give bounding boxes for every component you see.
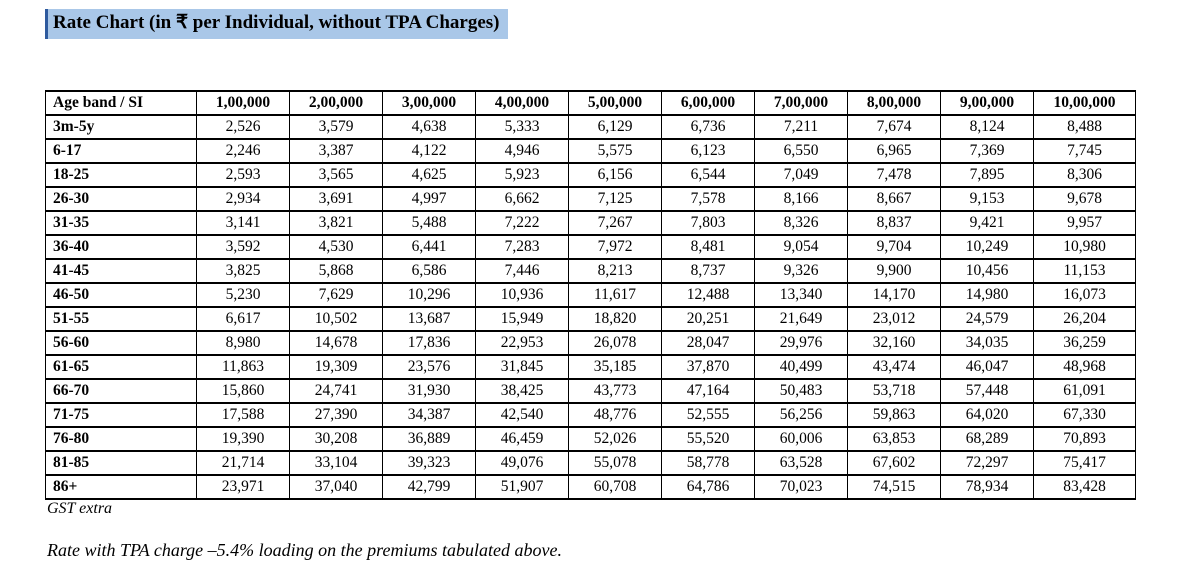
premium-cell: 19,390 xyxy=(197,427,290,451)
premium-cell: 36,889 xyxy=(383,427,476,451)
premium-cell: 67,602 xyxy=(848,451,941,475)
column-header-si: 7,00,000 xyxy=(755,91,848,115)
premium-cell: 4,946 xyxy=(476,139,569,163)
premium-cell: 5,333 xyxy=(476,115,569,139)
premium-cell: 13,340 xyxy=(755,283,848,307)
premium-cell: 22,953 xyxy=(476,331,569,355)
table-row xyxy=(46,451,1136,475)
column-header-si: 3,00,000 xyxy=(383,91,476,115)
premium-cell: 15,949 xyxy=(476,307,569,331)
premium-cell: 11,153 xyxy=(1034,259,1136,283)
age-band-cell: 66-70 xyxy=(46,379,197,403)
premium-cell: 10,936 xyxy=(476,283,569,307)
table-row xyxy=(46,115,1136,139)
premium-cell: 42,540 xyxy=(476,403,569,427)
premium-cell: 43,474 xyxy=(848,355,941,379)
premium-cell: 9,957 xyxy=(1034,211,1136,235)
premium-cell: 5,230 xyxy=(197,283,290,307)
premium-cell: 49,076 xyxy=(476,451,569,475)
premium-cell: 17,836 xyxy=(383,331,476,355)
premium-cell: 40,499 xyxy=(755,355,848,379)
premium-cell: 8,481 xyxy=(662,235,755,259)
premium-cell: 37,040 xyxy=(290,475,383,499)
premium-cell: 63,853 xyxy=(848,427,941,451)
premium-cell: 7,267 xyxy=(569,211,662,235)
premium-cell: 10,249 xyxy=(941,235,1034,259)
premium-cell: 2,934 xyxy=(197,187,290,211)
premium-cell: 5,923 xyxy=(476,163,569,187)
premium-cell: 20,251 xyxy=(662,307,755,331)
premium-cell: 70,893 xyxy=(1034,427,1136,451)
table-row xyxy=(46,259,1136,283)
premium-cell: 3,565 xyxy=(290,163,383,187)
premium-cell: 10,980 xyxy=(1034,235,1136,259)
premium-cell: 8,980 xyxy=(197,331,290,355)
premium-cell: 6,156 xyxy=(569,163,662,187)
premium-cell: 23,576 xyxy=(383,355,476,379)
premium-cell: 8,213 xyxy=(569,259,662,283)
premium-cell: 15,860 xyxy=(197,379,290,403)
table-body xyxy=(46,115,1136,499)
premium-cell: 8,124 xyxy=(941,115,1034,139)
premium-cell: 4,997 xyxy=(383,187,476,211)
age-band-cell: 56-60 xyxy=(46,331,197,355)
premium-cell: 14,678 xyxy=(290,331,383,355)
premium-cell: 3,821 xyxy=(290,211,383,235)
column-header-si: 6,00,000 xyxy=(662,91,755,115)
premium-cell: 8,166 xyxy=(755,187,848,211)
premium-cell: 3,825 xyxy=(197,259,290,283)
premium-cell: 36,259 xyxy=(1034,331,1136,355)
premium-cell: 56,256 xyxy=(755,403,848,427)
table-row xyxy=(46,403,1136,427)
gst-note: GST extra xyxy=(47,500,113,517)
premium-cell: 8,488 xyxy=(1034,115,1136,139)
premium-cell: 4,530 xyxy=(290,235,383,259)
premium-cell: 19,309 xyxy=(290,355,383,379)
premium-cell: 5,575 xyxy=(569,139,662,163)
premium-cell: 7,049 xyxy=(755,163,848,187)
premium-cell: 60,708 xyxy=(569,475,662,499)
premium-cell: 30,208 xyxy=(290,427,383,451)
premium-cell: 67,330 xyxy=(1034,403,1136,427)
premium-cell: 4,638 xyxy=(383,115,476,139)
premium-cell: 7,674 xyxy=(848,115,941,139)
premium-cell: 32,160 xyxy=(848,331,941,355)
table-header-row xyxy=(46,91,1136,115)
premium-cell: 31,845 xyxy=(476,355,569,379)
premium-cell: 55,078 xyxy=(569,451,662,475)
premium-cell: 6,550 xyxy=(755,139,848,163)
premium-cell: 7,745 xyxy=(1034,139,1136,163)
column-header-si: 2,00,000 xyxy=(290,91,383,115)
premium-cell: 8,667 xyxy=(848,187,941,211)
premium-cell: 46,459 xyxy=(476,427,569,451)
premium-cell: 68,289 xyxy=(941,427,1034,451)
premium-cell: 3,691 xyxy=(290,187,383,211)
premium-cell: 7,629 xyxy=(290,283,383,307)
age-band-cell: 36-40 xyxy=(46,235,197,259)
table-row xyxy=(46,283,1136,307)
premium-cell: 26,078 xyxy=(569,331,662,355)
premium-cell: 35,185 xyxy=(569,355,662,379)
column-header-si: 9,00,000 xyxy=(941,91,1034,115)
premium-cell: 63,528 xyxy=(755,451,848,475)
premium-cell: 53,718 xyxy=(848,379,941,403)
premium-cell: 2,593 xyxy=(197,163,290,187)
premium-cell: 11,863 xyxy=(197,355,290,379)
table-row xyxy=(46,331,1136,355)
table-row xyxy=(46,427,1136,451)
age-band-cell: 71-75 xyxy=(46,403,197,427)
premium-cell: 64,020 xyxy=(941,403,1034,427)
table-row xyxy=(46,187,1136,211)
premium-cell: 9,421 xyxy=(941,211,1034,235)
table-row xyxy=(46,307,1136,331)
premium-cell: 7,446 xyxy=(476,259,569,283)
premium-cell: 10,502 xyxy=(290,307,383,331)
premium-cell: 83,428 xyxy=(1034,475,1136,499)
premium-cell: 6,617 xyxy=(197,307,290,331)
rate-chart-table xyxy=(45,90,1136,500)
premium-cell: 50,483 xyxy=(755,379,848,403)
premium-cell: 3,141 xyxy=(197,211,290,235)
premium-cell: 42,799 xyxy=(383,475,476,499)
age-band-cell: 76-80 xyxy=(46,427,197,451)
table-row xyxy=(46,211,1136,235)
premium-cell: 21,649 xyxy=(755,307,848,331)
column-header-si: 5,00,000 xyxy=(569,91,662,115)
premium-cell: 2,526 xyxy=(197,115,290,139)
tpa-loading-note: Rate with TPA charge –5.4% loading on the premiums tabulated above. xyxy=(47,540,562,560)
premium-cell: 7,895 xyxy=(941,163,1034,187)
premium-cell: 64,786 xyxy=(662,475,755,499)
age-band-cell: 3m-5y xyxy=(46,115,197,139)
premium-cell: 51,907 xyxy=(476,475,569,499)
premium-cell: 27,390 xyxy=(290,403,383,427)
premium-cell: 24,579 xyxy=(941,307,1034,331)
premium-cell: 6,586 xyxy=(383,259,476,283)
premium-cell: 9,054 xyxy=(755,235,848,259)
premium-cell: 7,369 xyxy=(941,139,1034,163)
premium-cell: 8,837 xyxy=(848,211,941,235)
age-band-cell: 31-35 xyxy=(46,211,197,235)
premium-cell: 21,714 xyxy=(197,451,290,475)
premium-cell: 7,803 xyxy=(662,211,755,235)
premium-cell: 4,122 xyxy=(383,139,476,163)
premium-cell: 10,456 xyxy=(941,259,1034,283)
premium-cell: 9,326 xyxy=(755,259,848,283)
premium-cell: 7,972 xyxy=(569,235,662,259)
premium-cell: 31,930 xyxy=(383,379,476,403)
premium-cell: 75,417 xyxy=(1034,451,1136,475)
premium-cell: 26,204 xyxy=(1034,307,1136,331)
age-band-cell: 46-50 xyxy=(46,283,197,307)
premium-cell: 5,868 xyxy=(290,259,383,283)
premium-cell: 23,971 xyxy=(197,475,290,499)
premium-cell: 8,326 xyxy=(755,211,848,235)
premium-cell: 9,900 xyxy=(848,259,941,283)
premium-cell: 34,035 xyxy=(941,331,1034,355)
premium-cell: 48,776 xyxy=(569,403,662,427)
premium-cell: 52,555 xyxy=(662,403,755,427)
premium-cell: 33,104 xyxy=(290,451,383,475)
premium-cell: 48,968 xyxy=(1034,355,1136,379)
premium-cell: 59,863 xyxy=(848,403,941,427)
premium-cell: 12,488 xyxy=(662,283,755,307)
premium-cell: 57,448 xyxy=(941,379,1034,403)
age-band-cell: 26-30 xyxy=(46,187,197,211)
premium-cell: 43,773 xyxy=(569,379,662,403)
premium-cell: 47,164 xyxy=(662,379,755,403)
premium-cell: 34,387 xyxy=(383,403,476,427)
premium-cell: 10,296 xyxy=(383,283,476,307)
premium-cell: 70,023 xyxy=(755,475,848,499)
column-header-si: 4,00,000 xyxy=(476,91,569,115)
premium-cell: 7,283 xyxy=(476,235,569,259)
premium-cell: 6,441 xyxy=(383,235,476,259)
table-row xyxy=(46,379,1136,403)
premium-cell: 14,980 xyxy=(941,283,1034,307)
premium-cell: 3,592 xyxy=(197,235,290,259)
premium-cell: 5,488 xyxy=(383,211,476,235)
premium-cell: 14,170 xyxy=(848,283,941,307)
age-band-cell: 6-17 xyxy=(46,139,197,163)
premium-cell: 2,246 xyxy=(197,139,290,163)
age-band-cell: 61-65 xyxy=(46,355,197,379)
premium-cell: 72,297 xyxy=(941,451,1034,475)
premium-cell: 60,006 xyxy=(755,427,848,451)
table-row xyxy=(46,475,1136,499)
premium-cell: 9,704 xyxy=(848,235,941,259)
premium-cell: 7,578 xyxy=(662,187,755,211)
premium-cell: 78,934 xyxy=(941,475,1034,499)
premium-cell: 6,544 xyxy=(662,163,755,187)
premium-cell: 7,478 xyxy=(848,163,941,187)
premium-cell: 39,323 xyxy=(383,451,476,475)
premium-cell: 6,965 xyxy=(848,139,941,163)
premium-cell: 29,976 xyxy=(755,331,848,355)
age-band-cell: 86+ xyxy=(46,475,197,499)
page-title: Rate Chart (in ₹ per Individual, without TPA Charges) xyxy=(45,9,508,39)
table-row xyxy=(46,355,1136,379)
age-band-cell: 81-85 xyxy=(46,451,197,475)
column-header-age-band: Age band / SI xyxy=(46,91,197,115)
table-row xyxy=(46,163,1136,187)
age-band-cell: 41-45 xyxy=(46,259,197,283)
premium-cell: 55,520 xyxy=(662,427,755,451)
premium-cell: 18,820 xyxy=(569,307,662,331)
premium-cell: 23,012 xyxy=(848,307,941,331)
premium-cell: 6,123 xyxy=(662,139,755,163)
premium-cell: 3,579 xyxy=(290,115,383,139)
column-header-si: 10,00,000 xyxy=(1034,91,1136,115)
table-row xyxy=(46,235,1136,259)
premium-cell: 17,588 xyxy=(197,403,290,427)
age-band-cell: 51-55 xyxy=(46,307,197,331)
premium-cell: 38,425 xyxy=(476,379,569,403)
premium-cell: 3,387 xyxy=(290,139,383,163)
premium-cell: 6,736 xyxy=(662,115,755,139)
premium-cell: 9,153 xyxy=(941,187,1034,211)
column-header-si: 1,00,000 xyxy=(197,91,290,115)
premium-cell: 58,778 xyxy=(662,451,755,475)
premium-cell: 13,687 xyxy=(383,307,476,331)
premium-cell: 11,617 xyxy=(569,283,662,307)
premium-cell: 37,870 xyxy=(662,355,755,379)
premium-cell: 6,662 xyxy=(476,187,569,211)
premium-cell: 52,026 xyxy=(569,427,662,451)
premium-cell: 74,515 xyxy=(848,475,941,499)
premium-cell: 9,678 xyxy=(1034,187,1136,211)
premium-cell: 7,222 xyxy=(476,211,569,235)
premium-cell: 7,211 xyxy=(755,115,848,139)
premium-cell: 8,737 xyxy=(662,259,755,283)
premium-cell: 16,073 xyxy=(1034,283,1136,307)
column-header-si: 8,00,000 xyxy=(848,91,941,115)
premium-cell: 46,047 xyxy=(941,355,1034,379)
table-row xyxy=(46,139,1136,163)
age-band-cell: 18-25 xyxy=(46,163,197,187)
premium-cell: 7,125 xyxy=(569,187,662,211)
premium-cell: 8,306 xyxy=(1034,163,1136,187)
premium-cell: 61,091 xyxy=(1034,379,1136,403)
premium-cell: 6,129 xyxy=(569,115,662,139)
premium-cell: 4,625 xyxy=(383,163,476,187)
premium-cell: 24,741 xyxy=(290,379,383,403)
premium-cell: 28,047 xyxy=(662,331,755,355)
